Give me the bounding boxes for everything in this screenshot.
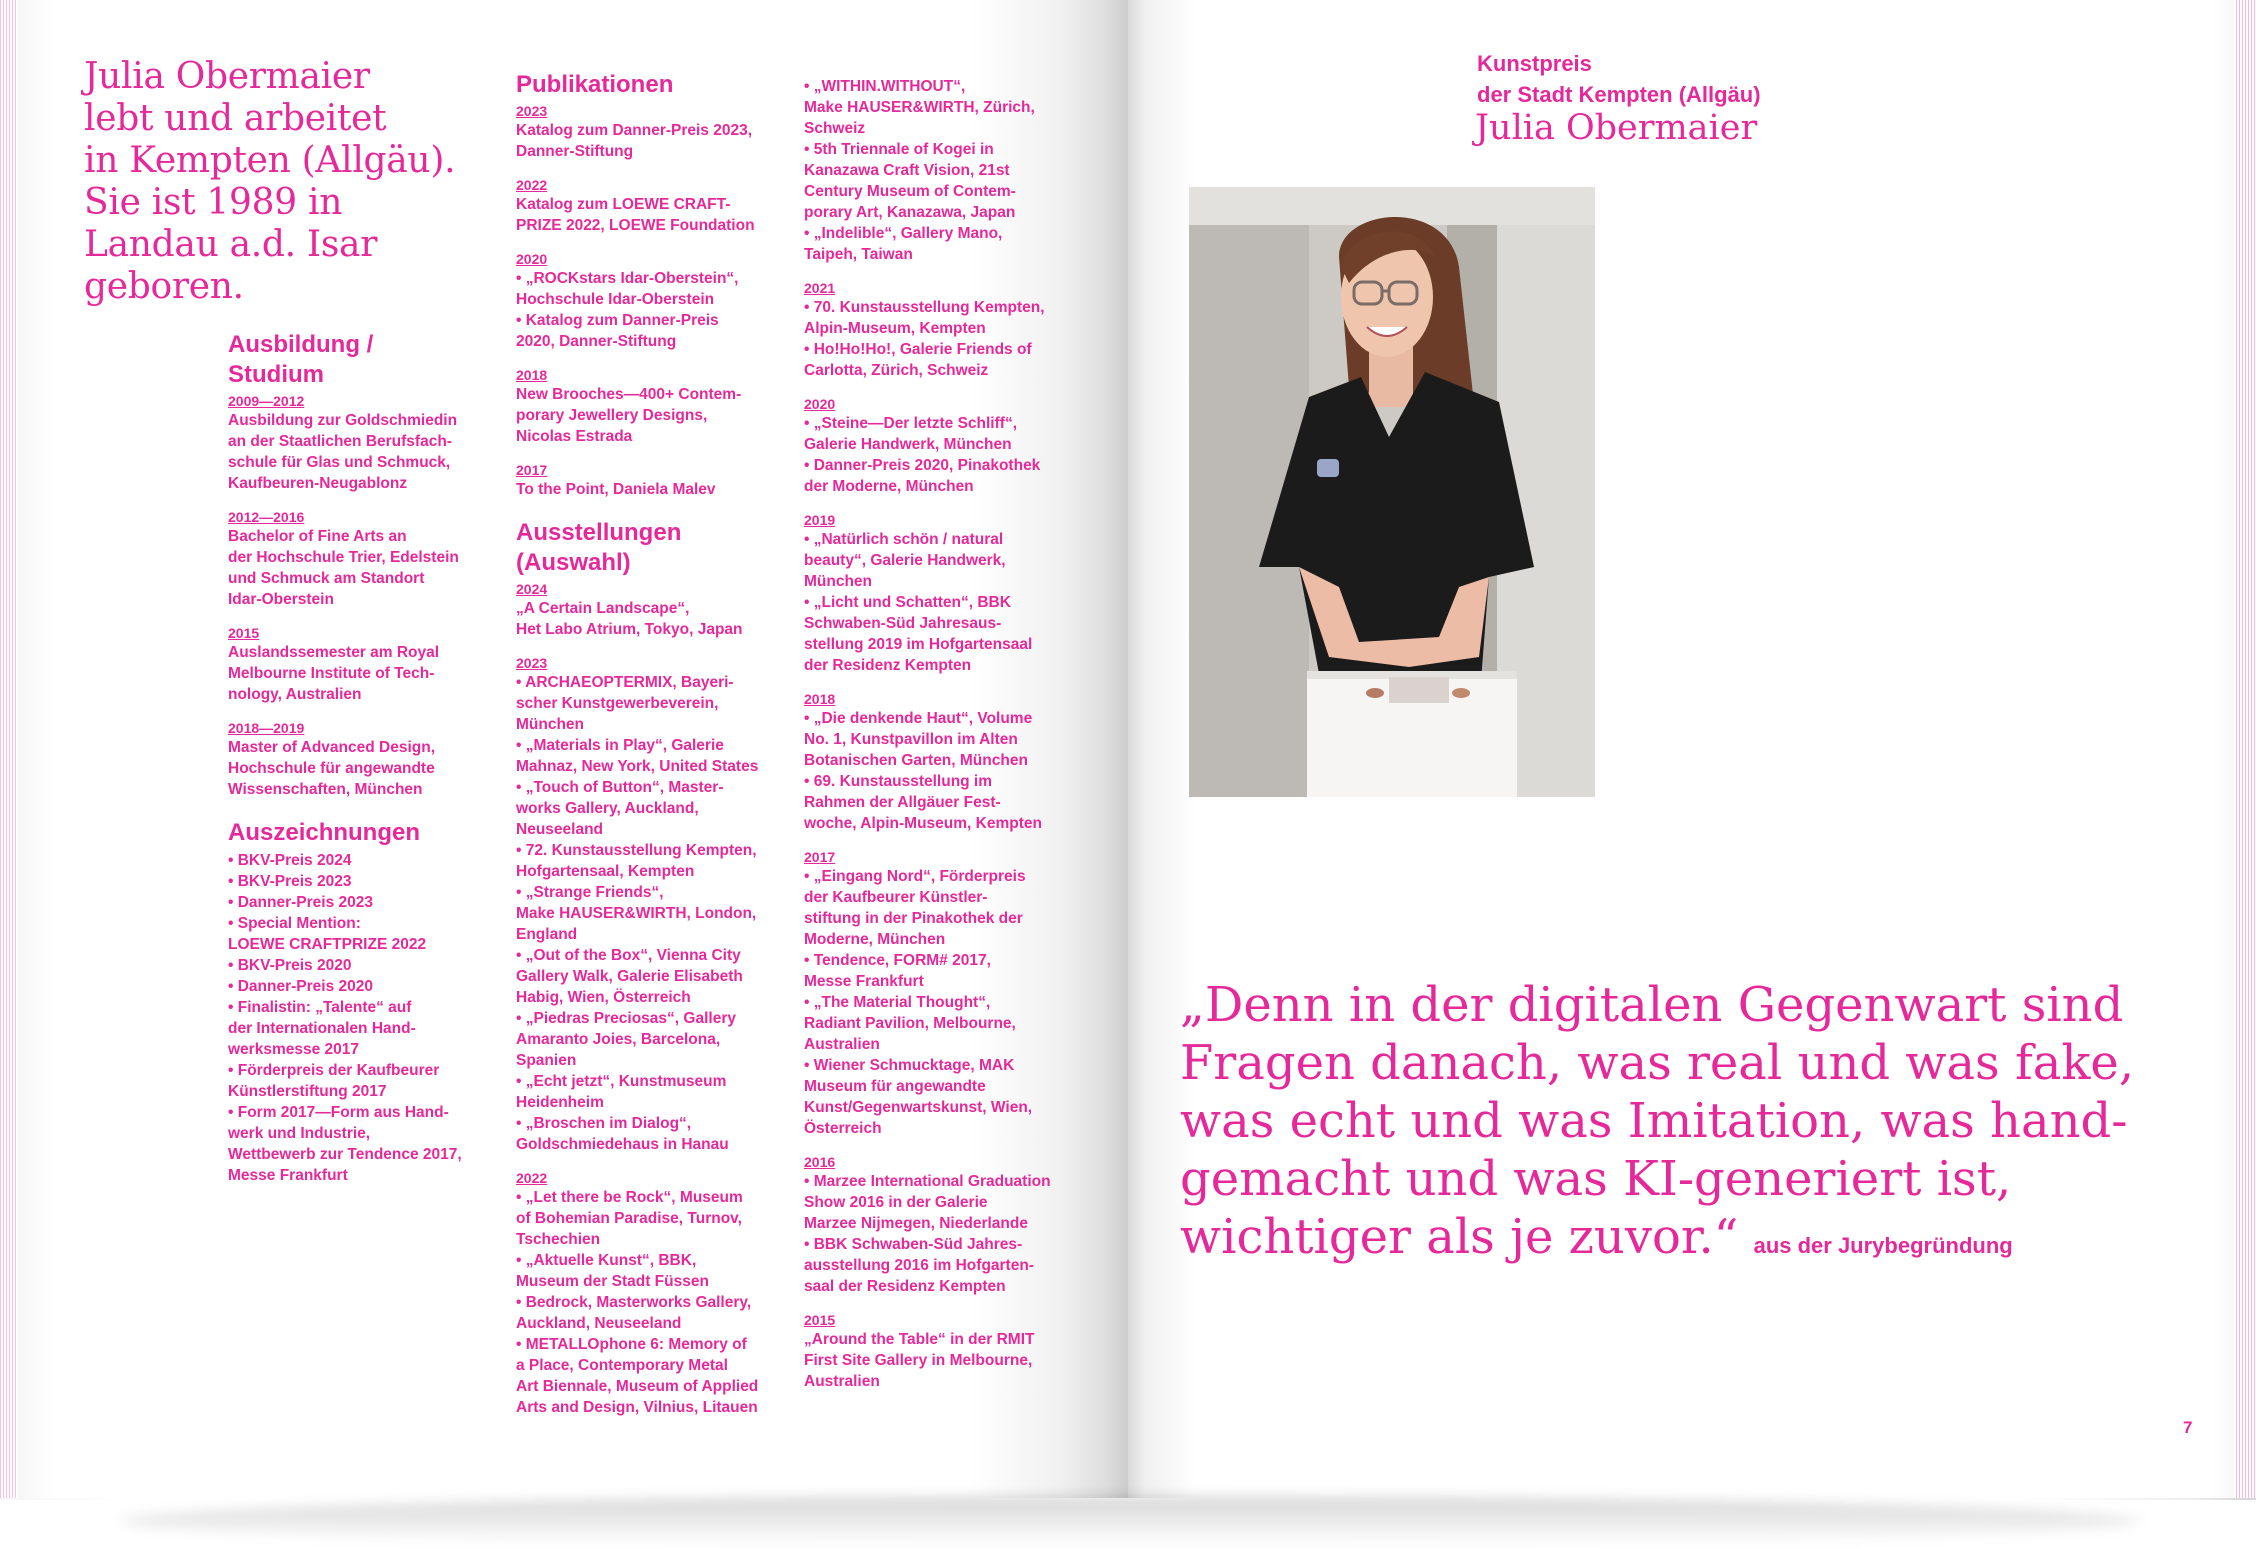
artist-name: Julia Obermaier	[1475, 108, 1758, 148]
page-edges-right	[2234, 0, 2256, 1498]
list-item: Bachelor of Fine Arts an der Hochschule Trier, Edelstein und Schmuck am Standort Idar-Oberstein	[228, 528, 459, 608]
year-label: 2023	[516, 103, 548, 119]
year-label: 2018—2019	[228, 720, 305, 736]
list-item: • „ROCKstars Idar-Oberstein“, Hochschule Idar-Oberstein • Katalog zum Danner-Preis 2020, Danner-Stiftung	[516, 270, 739, 350]
list-item: • „Steine—Der letzte Schliff“, Galerie Handwerk, München • Danner-Preis 2020, Pinakothek der Moderne, München	[804, 415, 1041, 495]
heading-ausstellungen: Ausstellungen (Auswahl)	[516, 519, 682, 576]
year-label: 2012—2016	[228, 509, 305, 525]
list-item: • „Eingang Nord“, Förderpreis der Kaufbeurer Künstler- stiftung in der Pinakothek der Moderne, München • Tendence, FORM# 2017, Messe Frankfurt • „The Material Thought“, Radiant Pavilion, Melbourne, Australien • Wiener Schmucktage, MAK Museum für angewandte Kunst/Gegenwartskunst, Wien, Österreich	[804, 868, 1033, 1137]
list-item: • „Natürlich schön / natural beauty“, Galerie Handwerk, München • „Licht und Schatten“, BBK Schwaben-Süd Jahresaus- stellung 2019 im Hofgartensaal der Residenz Kempten	[804, 531, 1033, 674]
list-item: Auslandssemester am Royal Melbourne Institute of Tech- nology, Australien	[228, 644, 440, 703]
year-label: 2017	[516, 462, 548, 478]
list-item: Katalog zum LOEWE CRAFT- PRIZE 2022, LOEWE Foundation	[516, 196, 755, 234]
year-label: 2024	[516, 581, 548, 597]
ausbildung-list	[228, 392, 498, 800]
year-label: 2023	[516, 655, 548, 671]
prize-label: Kunstpreis der Stadt Kempten (Allgäu)	[1477, 51, 1761, 107]
year-label: 2015	[804, 1312, 836, 1328]
year-label: 2009—2012	[228, 393, 305, 409]
heading-ausbildung: Ausbildung / Studium	[228, 331, 374, 388]
year-label: 2015	[228, 625, 260, 641]
list-item: • „Die denkende Haut“, Volume No. 1, Kunstpavillon im Alten Botanischen Garten, München • 69. Kunstausstellung im Rahmen der Allgäuer Fest- woche, Alpin-Museum, Kempten	[804, 710, 1042, 832]
auszeichnungen-list: • BKV-Preis 2024 • BKV-Preis 2023 • Danner-Preis 2023 • Special Mention: LOEWE CRAFTPRIZE 2022 • BKV-Preis 2020 • Danner-Preis 2020 • Finalistin: „Talente“ auf der Internationalen Hand- werksmesse 2017 • Förderpreis der Kaufbeurer Künstlerstiftung 2017 • Form 2017—Form aus Hand- werk und Industrie, Wettbewerb zur Tendence 2017, Messe Frankfurt	[228, 852, 462, 1184]
year-label: 2018	[516, 367, 548, 383]
list-item: Ausbildung zur Goldschmiedin an der Staatlichen Berufsfach- schule für Glas und Schmuck, Kaufbeuren-Neugablonz	[228, 412, 458, 492]
year-label: 2020	[804, 396, 836, 412]
column-ausstellungen-cont	[804, 76, 1076, 1392]
list-item: • Marzee International Graduation Show 2016 in der Galerie Marzee Nijmegen, Niederlande • BBK Schwaben-Süd Jahres- ausstellung 2016 im Hofgarten- saal der Residenz Kempten	[804, 1173, 1051, 1295]
year-label: 2017	[804, 849, 836, 865]
list-item: „A Certain Landscape“, Het Labo Atrium, Tokyo, Japan	[516, 600, 743, 638]
year-label: 2020	[516, 251, 548, 267]
year-label: 2016	[804, 1154, 836, 1170]
page-number: 7	[2183, 1418, 2193, 1437]
list-item: Master of Advanced Design, Hochschule für angewandte Wissenschaften, München	[228, 739, 436, 798]
list-item: • 70. Kunstausstellung Kempten, Alpin-Museum, Kempten • Ho!Ho!Ho!, Galerie Friends of Carlotta, Zürich, Schweiz	[804, 299, 1045, 379]
quote-text: „Denn in der digitalen Gegenwart sind Fragen danach, was real und was fake, was echt und was Imitation, was hand- gemacht und was KI-generiert ist, wichtiger als je zuvor.“	[1180, 977, 2135, 1265]
year-label: 2021	[804, 280, 836, 296]
intro-text: Julia Obermaier lebt und arbeitet in Kempten (Allgäu). Sie ist 1989 in Landau a.d. Isar geboren.	[84, 56, 456, 307]
list-item: • „Let there be Rock“, Museum of Bohemian Paradise, Turnov, Tschechien • „Aktuelle Kunst“, BBK, Museum der Stadt Füssen • Bedrock, Masterworks Gallery, Auckland, Neuseeland • METALLOphone 6: Memory of a Place, Contemporary Metal Art Biennale, Museum of Applied Arts and Design, Vilnius, Litauen	[516, 1189, 759, 1416]
jury-quote	[1180, 976, 2140, 1275]
list-item: • „WITHIN.WITHOUT“, Make HAUSER&WIRTH, Zürich, Schweiz • 5th Triennale of Kogei in Kanazawa Craft Vision, 21st Century Museum of Contem- porary Art, Kanazawa, Japan • „Indelible“, Gallery Mano, Taipeh, Taiwan	[804, 78, 1035, 263]
quote-source: aus der Jurybegründung	[1753, 1233, 2013, 1258]
column-publikationen	[516, 70, 786, 1418]
spread-shadow	[120, 1496, 2140, 1546]
list-item: To the Point, Daniela Malev	[516, 481, 716, 498]
page-edges-left	[0, 0, 18, 1498]
year-label: 2022	[516, 1170, 548, 1186]
list-item: • ARCHAEOPTERMIX, Bayeri- scher Kunstgewerbeverein, München • „Materials in Play“, Galerie Mahnaz, New York, United States • „Touch of Button“, Master- works Gallery, Auckland, Neuseeland • 72. Kunstausstellung Kempten, Hofgartensaal, Kempten • „Strange Friends“, Make HAUSER&WIRTH, London, England • „Out of the Box“, Vienna City Gallery Walk, Galerie Elisabeth Habig, Wien, Österreich • „Piedras Preciosas“, Gallery Amaranto Joies, Barcelona, Spanien • „Echt jetzt“, Kunstmuseum Heidenheim • „Broschen im Dialog“, Goldschmiedehaus in Hanau	[516, 674, 759, 1153]
column-ausbildung	[228, 330, 498, 1186]
year-label: 2019	[804, 512, 836, 528]
year-label: 2022	[516, 177, 548, 193]
list-item: „Around the Table“ in der RMIT First Site Gallery in Melbourne, Australien	[804, 1331, 1035, 1390]
year-label: 2018	[804, 691, 836, 707]
heading-publikationen: Publikationen	[516, 71, 674, 98]
portrait-illustration	[1189, 187, 1595, 797]
list-item: New Brooches—400+ Contem- porary Jewellery Designs, Nicolas Estrada	[516, 386, 742, 445]
portrait-photo	[1189, 187, 1595, 797]
list-item: Katalog zum Danner-Preis 2023, Danner-Stiftung	[516, 122, 753, 160]
heading-auszeichnungen: Auszeichnungen	[228, 819, 421, 846]
